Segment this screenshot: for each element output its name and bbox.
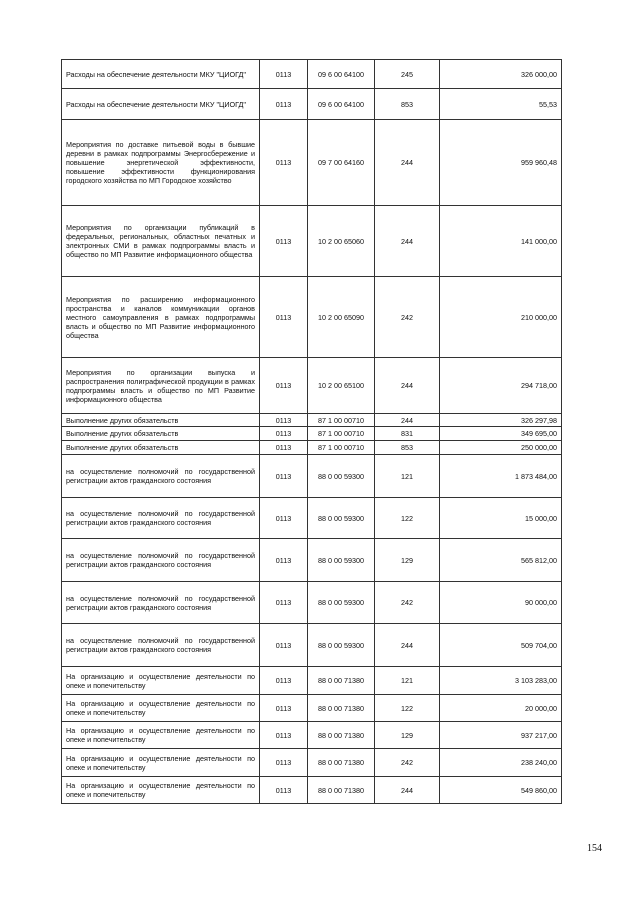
amount-cell: 1 873 484,00: [440, 455, 562, 498]
amount-cell: 294 718,00: [440, 358, 562, 414]
article-code-cell: 88 0 00 71380: [308, 695, 375, 722]
table-row: [62, 414, 562, 427]
table-row: [62, 582, 562, 624]
expense-name-cell: На организацию и осуществление деятельности по опеке и попечительству: [62, 695, 260, 722]
amount-cell: 141 000,00: [440, 206, 562, 277]
table-row: [62, 498, 562, 539]
expense-name-cell: Мероприятия по организации выпуска и распространения полиграфической продукции в рамках подпрограммы власть и общество по МП Развитие информационного общества: [62, 358, 260, 414]
section-code-cell: 0113: [260, 722, 308, 749]
expense-name-cell: На организацию и осуществление деятельности по опеке и попечительству: [62, 749, 260, 777]
expense-name-cell: на осуществление полномочий по государственной регистрации актов гражданского состояния: [62, 582, 260, 624]
article-code-cell: 09 6 00 64100: [308, 60, 375, 89]
table-row: [62, 277, 562, 358]
article-code-cell: 88 0 00 59300: [308, 539, 375, 582]
expense-name-cell: Выполнение других обязательств: [62, 441, 260, 455]
expense-name-cell: На организацию и осуществление деятельности по опеке и попечительству: [62, 667, 260, 695]
article-code-cell: 87 1 00 00710: [308, 441, 375, 455]
page-number: 154: [587, 843, 602, 854]
article-code-cell: 09 7 00 64160: [308, 120, 375, 206]
expense-name-cell: на осуществление полномочий по государственной регистрации актов гражданского состояния: [62, 624, 260, 667]
budget-table: [61, 59, 562, 804]
table-row: [62, 206, 562, 277]
article-code-cell: 10 2 00 65060: [308, 206, 375, 277]
expense-type-cell: 122: [375, 695, 440, 722]
table-row: [62, 120, 562, 206]
expense-type-cell: 129: [375, 722, 440, 749]
table-row: [62, 427, 562, 441]
expense-type-cell: 245: [375, 60, 440, 89]
article-code-cell: 87 1 00 00710: [308, 427, 375, 441]
expense-name-cell: на осуществление полномочий по государственной регистрации актов гражданского состояния: [62, 455, 260, 498]
expense-type-cell: 853: [375, 441, 440, 455]
table-row: [62, 749, 562, 777]
amount-cell: 3 103 283,00: [440, 667, 562, 695]
section-code-cell: 0113: [260, 206, 308, 277]
expense-name-cell: на осуществление полномочий по государственной регистрации актов гражданского состояния: [62, 498, 260, 539]
section-code-cell: 0113: [260, 427, 308, 441]
article-code-cell: 88 0 00 59300: [308, 624, 375, 667]
amount-cell: 210 000,00: [440, 277, 562, 358]
table-row: [62, 777, 562, 804]
article-code-cell: 10 2 00 65090: [308, 277, 375, 358]
section-code-cell: 0113: [260, 749, 308, 777]
table-row: [62, 695, 562, 722]
expense-name-cell: Расходы на обеспечение деятельности МКУ "ЦИОГД": [62, 60, 260, 89]
section-code-cell: 0113: [260, 358, 308, 414]
section-code-cell: 0113: [260, 777, 308, 804]
expense-name-cell: Выполнение других обязательств: [62, 427, 260, 441]
amount-cell: 326 297,98: [440, 414, 562, 427]
section-code-cell: 0113: [260, 455, 308, 498]
table-row: [62, 624, 562, 667]
amount-cell: 238 240,00: [440, 749, 562, 777]
expense-name-cell: На организацию и осуществление деятельности по опеке и попечительству: [62, 777, 260, 804]
table-row: [62, 89, 562, 120]
expense-type-cell: 244: [375, 777, 440, 804]
expense-type-cell: 121: [375, 667, 440, 695]
section-code-cell: 0113: [260, 582, 308, 624]
section-code-cell: 0113: [260, 624, 308, 667]
amount-cell: 509 704,00: [440, 624, 562, 667]
section-code-cell: 0113: [260, 60, 308, 89]
article-code-cell: 88 0 00 71380: [308, 777, 375, 804]
expense-type-cell: 242: [375, 749, 440, 777]
expense-type-cell: 244: [375, 624, 440, 667]
expense-type-cell: 242: [375, 277, 440, 358]
table-row: [62, 539, 562, 582]
expense-type-cell: 831: [375, 427, 440, 441]
section-code-cell: 0113: [260, 498, 308, 539]
expense-name-cell: Мероприятия по организации публикаций в федеральных, региональных, областных печатных и электронных СМИ в рамках подпрограммы власть и общество по МП Развитие информационного общества: [62, 206, 260, 277]
amount-cell: 90 000,00: [440, 582, 562, 624]
amount-cell: 20 000,00: [440, 695, 562, 722]
section-code-cell: 0113: [260, 89, 308, 120]
table-row: [62, 441, 562, 455]
amount-cell: 250 000,00: [440, 441, 562, 455]
section-code-cell: 0113: [260, 277, 308, 358]
section-code-cell: 0113: [260, 414, 308, 427]
amount-cell: 15 000,00: [440, 498, 562, 539]
table-row: [62, 358, 562, 414]
expense-type-cell: 244: [375, 414, 440, 427]
table-row: [62, 667, 562, 695]
expense-type-cell: 853: [375, 89, 440, 120]
expense-name-cell: На организацию и осуществление деятельности по опеке и попечительству: [62, 722, 260, 749]
article-code-cell: 87 1 00 00710: [308, 414, 375, 427]
article-code-cell: 10 2 00 65100: [308, 358, 375, 414]
amount-cell: 549 860,00: [440, 777, 562, 804]
amount-cell: 55,53: [440, 89, 562, 120]
expense-type-cell: 242: [375, 582, 440, 624]
budget-table-body: [62, 60, 562, 804]
section-code-cell: 0113: [260, 120, 308, 206]
amount-cell: 565 812,00: [440, 539, 562, 582]
amount-cell: 937 217,00: [440, 722, 562, 749]
article-code-cell: 88 0 00 59300: [308, 455, 375, 498]
amount-cell: 349 695,00: [440, 427, 562, 441]
expense-type-cell: 244: [375, 358, 440, 414]
section-code-cell: 0113: [260, 667, 308, 695]
expense-name-cell: Мероприятия по доставке питьевой воды в бывшие деревни в рамках подпрограммы Энергосбережение и повышение энергетической эффективности, повышение эффективности функционирования городского хозяйства по МП Городское хозяйство: [62, 120, 260, 206]
expense-type-cell: 244: [375, 120, 440, 206]
expense-name-cell: на осуществление полномочий по государственной регистрации актов гражданского состояния: [62, 539, 260, 582]
amount-cell: 326 000,00: [440, 60, 562, 89]
expense-name-cell: Выполнение других обязательств: [62, 414, 260, 427]
expense-name-cell: Мероприятия по расширению информационного пространства и каналов коммуникации органов местного самоуправления в рамках подпрограммы власть и общество по МП Развитие информационного общества: [62, 277, 260, 358]
article-code-cell: 88 0 00 59300: [308, 582, 375, 624]
table-row: [62, 455, 562, 498]
section-code-cell: 0113: [260, 441, 308, 455]
expense-type-cell: 122: [375, 498, 440, 539]
expense-type-cell: 121: [375, 455, 440, 498]
article-code-cell: 88 0 00 71380: [308, 749, 375, 777]
section-code-cell: 0113: [260, 695, 308, 722]
expense-name-cell: Расходы на обеспечение деятельности МКУ "ЦИОГД": [62, 89, 260, 120]
article-code-cell: 88 0 00 71380: [308, 722, 375, 749]
section-code-cell: 0113: [260, 539, 308, 582]
article-code-cell: 09 6 00 64100: [308, 89, 375, 120]
table-row: [62, 60, 562, 89]
expense-type-cell: 129: [375, 539, 440, 582]
article-code-cell: 88 0 00 71380: [308, 667, 375, 695]
article-code-cell: 88 0 00 59300: [308, 498, 375, 539]
amount-cell: 959 960,48: [440, 120, 562, 206]
table-row: [62, 722, 562, 749]
expense-type-cell: 244: [375, 206, 440, 277]
